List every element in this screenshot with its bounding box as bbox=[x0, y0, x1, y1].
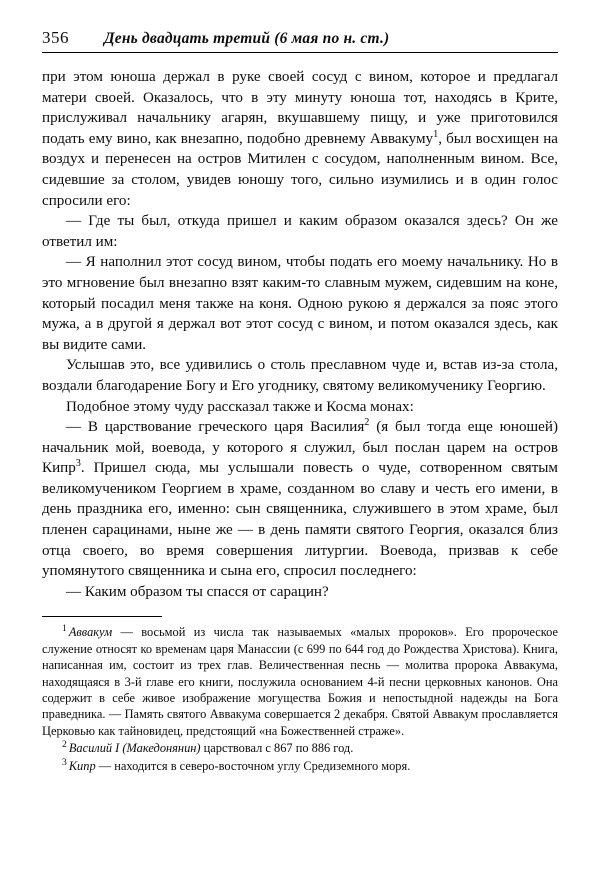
footnote-3-number: 3 bbox=[62, 756, 67, 768]
footnote-separator bbox=[42, 616, 162, 617]
footnote-ref-2: 2 bbox=[364, 417, 370, 429]
paragraph-6-tail: . Пришел сюда, мы услышали повесть о чуде, сотворенном святым великомучеником Георгием в храме, созданном во славу и честь его имени, в день праздника его, именно: сын священника, служившего в этом храме, был пленен сарацинами, ныне же — в день памяти святого Георгия, оказался близ отца своего, во время совершения литургии. Воевода, призвав к себе упомянутого священника и сына его, спросил последнего: bbox=[42, 460, 558, 580]
paragraph-4: Услышав это, все удивились о столь преславном чуде и, встав из-за стола, воздали благодарение Богу и Его угоднику, святому великомученику Георгию. bbox=[42, 357, 558, 394]
footnotes-block bbox=[42, 624, 558, 774]
footnote-1-number: 1 bbox=[62, 623, 67, 635]
paragraph-6 bbox=[42, 417, 558, 582]
paragraph-7: — Каким образом ты спасся от сарацин? bbox=[66, 583, 329, 600]
page-header bbox=[42, 28, 558, 48]
footnote-2-text: царствовал с 867 по 886 год. bbox=[200, 741, 354, 756]
paragraph-1-text: при этом юноша держал в руке своей сосуд с вином, которое и предлагал матери своей. Оказалось, что в эту минуту юноша тот, находясь в Крите, прислуживал начальнику агарян, вкушавшему пищу, и уже приготовился подать ему вино, как внезапно, подобно древнему Аввакуму bbox=[42, 69, 558, 147]
paragraph-3: — Я наполнил этот сосуд вином, чтобы подать его моему начальнику. Но в это мгновение был внезапно взят каким-то славным мужем, сидевшим на коне, который посадил меня также на коня. Одною рукою я держался за пояс этого мужа, а в другой я держал вот этот сосуд с вином, и потом оказался здесь, как вы видите сами. bbox=[42, 254, 558, 353]
footnote-3-lead: Кипр bbox=[68, 758, 96, 773]
footnote-3-text: — находится в северо-восточном углу Средиземного моря. bbox=[95, 758, 411, 773]
paragraph-1-tail: , был восхищен на воздух и перенесен на остров Митилен с сосудом, наполненным вином. Все, сидевшие за столом, увидев юношу того, сильно изумились и в один голос спросили его: bbox=[42, 130, 558, 209]
header-rule bbox=[42, 52, 558, 53]
paragraph-1 bbox=[42, 67, 558, 211]
footnote-1-lead: Аввакум bbox=[68, 625, 113, 640]
footnote-2-lead: Василий I (Македонянин) bbox=[68, 741, 201, 756]
footnote-ref-3: 3 bbox=[75, 458, 81, 470]
footnote-3 bbox=[42, 758, 558, 774]
footnote-2 bbox=[42, 740, 558, 756]
footnote-2-number: 2 bbox=[62, 739, 67, 751]
paragraph-6-head: — В царствование греческого царя Василия bbox=[66, 419, 365, 436]
paragraph-5: Подобное этому чуду рассказал также и Косма монах: bbox=[66, 398, 414, 415]
body-text bbox=[42, 67, 558, 602]
footnote-ref-1: 1 bbox=[433, 128, 439, 140]
footnote-1 bbox=[42, 624, 558, 739]
page-number: 356 bbox=[42, 28, 69, 47]
paragraph-2: — Где ты был, откуда пришел и каким образом оказался здесь? Он же ответил им: bbox=[42, 213, 558, 250]
paragraph-6-mid: (я был тогда еще юношей) начальник мой, воевода, у которого я служил, был послан царем на остров Кипр bbox=[42, 419, 558, 477]
running-title: День двадцать третий (6 мая по н. ст.) bbox=[104, 30, 390, 47]
footnote-1-text: — восьмой из числа так называемых «малых пророков». Его пророческое служение относят ко временам царя Манассии (с 699 по 644 год до Рождества Христова). Книга, написанная им, состоит из трех глав. Величественная песнь — молитва пророка Аввакума, находящаяся в 3-й главе его книги, послужила основанием 4-й песни церковных канонов. Она содержит в себе живое изображение могущества Божия и непостыдной надежды на Бога праведника. — Память святого Аввакума совершается 2 декабря. Святой Аввакум прославляется Церковью как тайновидец, предстоящий «на Божественней страже». bbox=[42, 625, 558, 738]
